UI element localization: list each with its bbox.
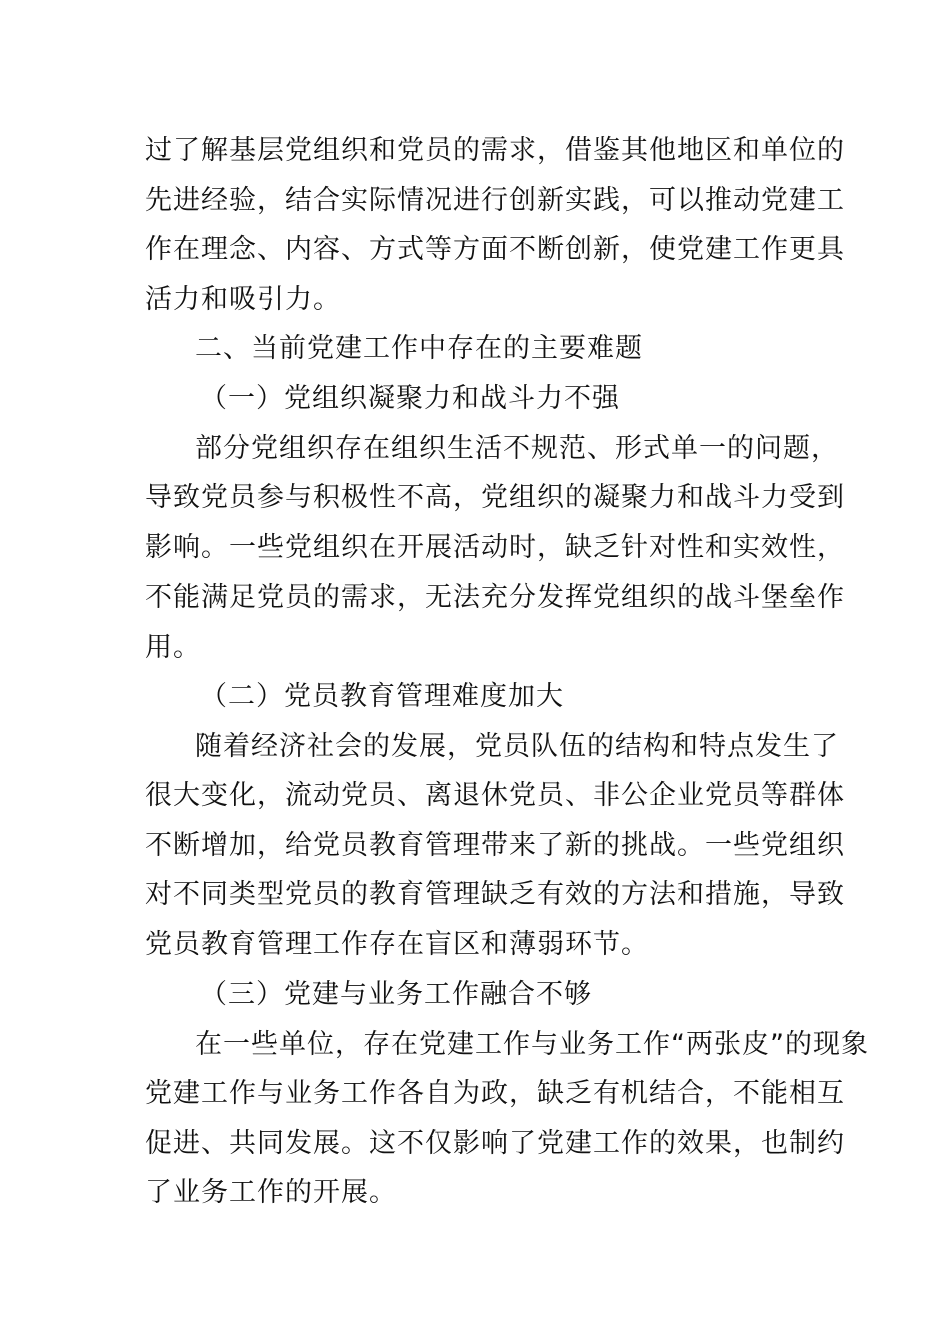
paragraph-line: 影响。一些党组织在开展活动时，缺乏针对性和实效性，	[145, 532, 845, 563]
section-heading: 二、当前党建工作中存在的主要难题	[195, 333, 643, 364]
paragraph-line: 党员教育管理工作存在盲区和薄弱环节。	[145, 929, 649, 960]
paragraph-line: 用。	[145, 632, 201, 663]
paragraph-line: 随着经济社会的发展，党员队伍的结构和特点发生了	[195, 731, 839, 762]
paragraph-line: 部分党组织存在组织生活不规范、形式单一的问题，	[195, 433, 839, 464]
paragraph-line: 很大变化，流动党员、离退休党员、非公企业党员等群体	[145, 780, 845, 811]
paragraph-line: 不断增加，给党员教育管理带来了新的挑战。一些党组织	[145, 830, 845, 861]
subsection-heading: （三）党建与业务工作融合不够	[200, 979, 592, 1010]
paragraph-line: 过了解基层党组织和党员的需求，借鉴其他地区和单位的	[145, 135, 845, 166]
paragraph-line: 对不同类型党员的教育管理缺乏有效的方法和措施，导致	[145, 879, 845, 910]
paragraph-line: 活力和吸引力。	[145, 284, 341, 315]
paragraph-line: 先进经验，结合实际情况进行创新实践，可以推动党建工	[145, 185, 845, 216]
paragraph-line: 导致党员参与积极性不高，党组织的凝聚力和战斗力受到	[145, 482, 845, 513]
paragraph-line: 促进、共同发展。这不仅影响了党建工作的效果，也制约	[145, 1128, 845, 1159]
paragraph-line: 不能满足党员的需求，无法充分发挥党组织的战斗堡垒作	[145, 582, 845, 613]
paragraph-line: 作在理念、内容、方式等方面不断创新，使党建工作更具	[145, 234, 845, 265]
paragraph-line: 了业务工作的开展。	[145, 1177, 397, 1208]
paragraph-line: 在一些单位，存在党建工作与业务工作“两张皮”的现象	[195, 1029, 869, 1060]
subsection-heading: （二）党员教育管理难度加大	[200, 681, 564, 712]
paragraph-line: 党建工作与业务工作各自为政，缺乏有机结合，不能相互	[145, 1078, 845, 1109]
subsection-heading: （一）党组织凝聚力和战斗力不强	[200, 383, 620, 414]
